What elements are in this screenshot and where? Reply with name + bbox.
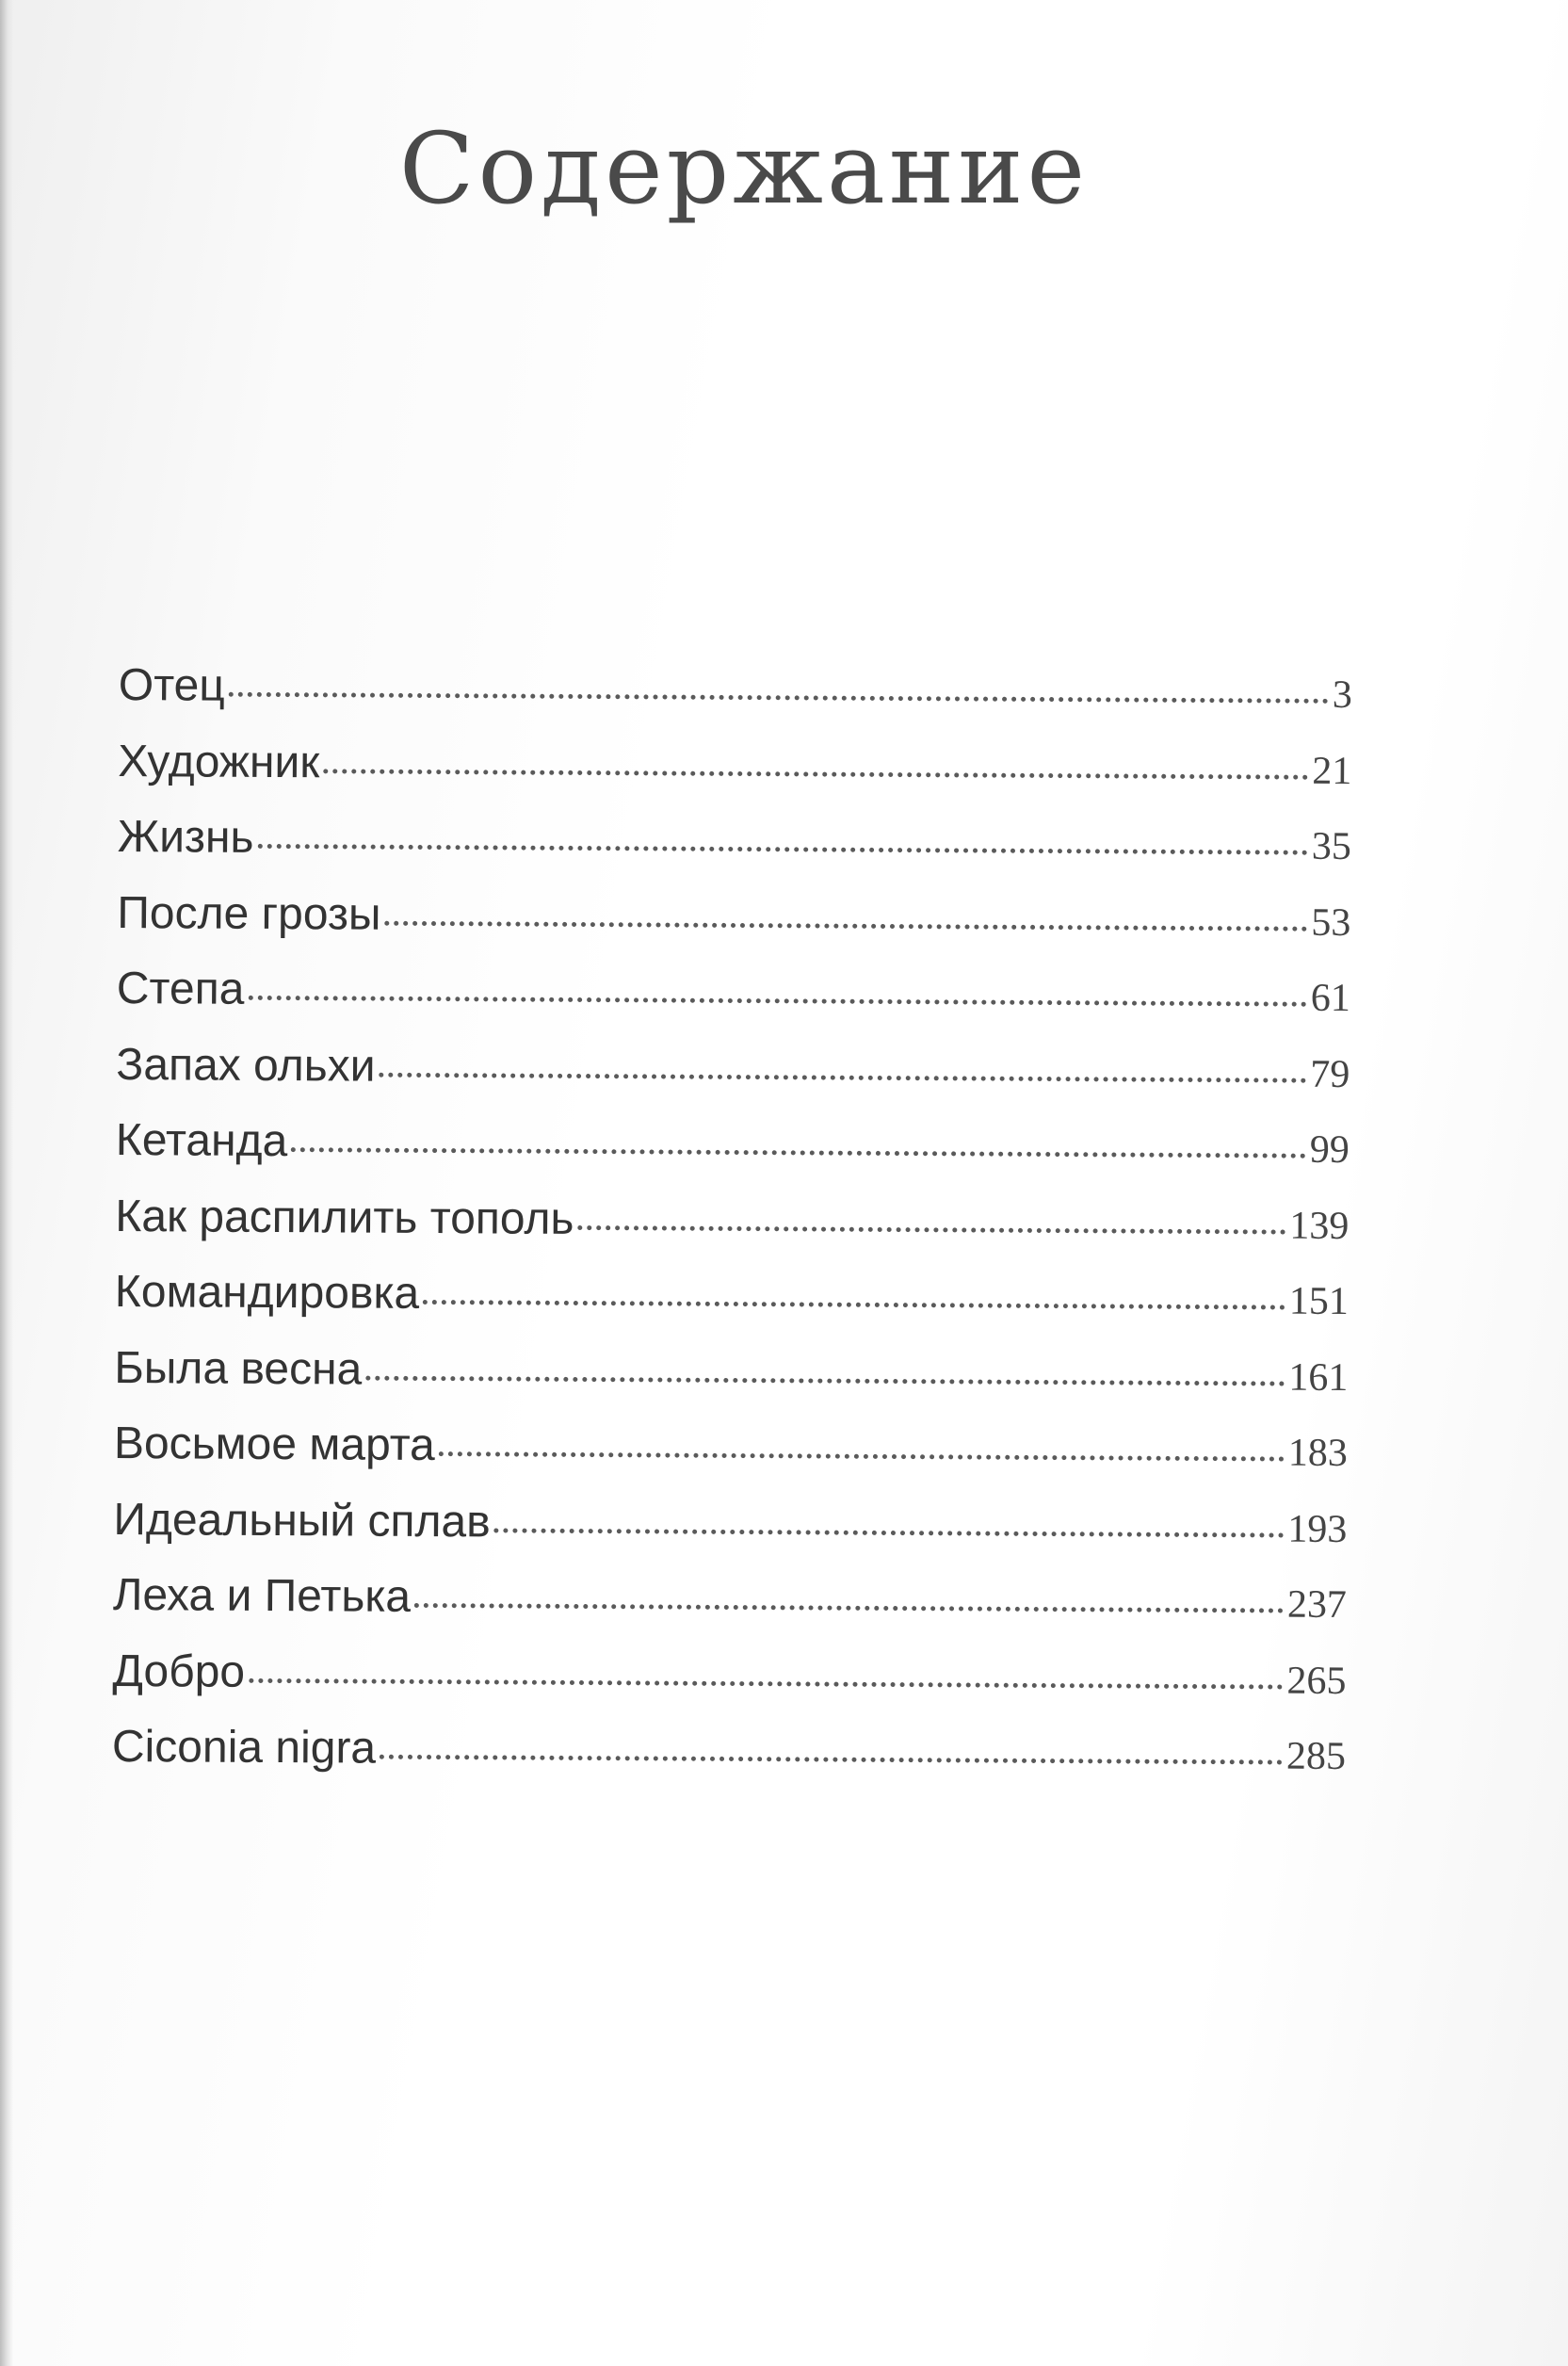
toc-entry-title: Леха и Петька <box>112 1569 412 1622</box>
toc-entry-title: Командировка <box>114 1266 420 1319</box>
toc-entry-title: Художник <box>118 736 320 787</box>
toc-dot-leader <box>577 1219 1285 1234</box>
toc-entry-title: Отец <box>118 660 225 711</box>
toc-entry-title: Восьмое марта <box>113 1418 435 1471</box>
toc-entry-title: Ciconia nigra <box>111 1721 377 1774</box>
toc-entry-page: 151 <box>1288 1279 1349 1323</box>
toc-entry-page: 193 <box>1287 1507 1348 1551</box>
toc-entry <box>115 1190 1349 1273</box>
toc-dot-leader <box>291 1142 1306 1159</box>
toc-entry <box>113 1493 1347 1577</box>
toc-dot-leader <box>414 1597 1284 1613</box>
toc-entry <box>112 1645 1346 1728</box>
toc-entry-title: Степа <box>116 963 245 1014</box>
toc-dot-leader <box>380 1749 1283 1765</box>
toc-dot-leader <box>439 1446 1285 1461</box>
toc-entry <box>114 1418 1348 1501</box>
toc-entry-title: Кетанда <box>115 1114 288 1167</box>
toc-dot-leader <box>323 763 1308 779</box>
toc-entry-title: После грозы <box>117 887 381 940</box>
toc-entry-page: 61 <box>1310 976 1350 1020</box>
toc-entry-page: 53 <box>1311 900 1351 945</box>
toc-entry-title: Запах ольхи <box>116 1039 376 1092</box>
toc-entry-page: 99 <box>1309 1127 1350 1172</box>
table-of-contents <box>112 659 1352 1804</box>
toc-entry-title: Добро <box>112 1645 246 1697</box>
toc-entry-page: 237 <box>1286 1582 1348 1627</box>
toc-entry-page: 285 <box>1285 1734 1347 1778</box>
toc-entry <box>114 1341 1348 1425</box>
toc-entry-title: Идеальный сплав <box>113 1494 491 1547</box>
toc-dot-leader <box>249 1672 1283 1689</box>
toc-entry-title: Как распилить тополь <box>115 1191 574 1244</box>
toc-dot-leader <box>229 687 1329 704</box>
toc-dot-leader <box>248 990 1307 1007</box>
toc-entry <box>115 1266 1349 1350</box>
page-title: Содержание <box>398 111 1090 226</box>
toc-entry-page: 161 <box>1288 1355 1349 1400</box>
toc-entry-page: 3 <box>1332 673 1352 718</box>
toc-entry <box>118 735 1351 818</box>
toc-dot-leader <box>379 1066 1306 1082</box>
toc-entry-title: Была весна <box>114 1342 363 1395</box>
toc-entry <box>117 963 1350 1046</box>
toc-entry-title: Жизнь <box>117 811 254 863</box>
toc-entry-page: 21 <box>1312 749 1352 793</box>
toc-entry <box>113 1569 1347 1653</box>
toc-dot-leader <box>257 838 1307 855</box>
toc-dot-leader <box>423 1294 1285 1310</box>
toc-entry <box>119 659 1352 743</box>
toc-entry <box>118 811 1351 895</box>
toc-dot-leader <box>494 1522 1285 1537</box>
toc-entry <box>116 1038 1350 1122</box>
toc-entry <box>116 1114 1350 1198</box>
toc-entry <box>117 886 1350 970</box>
page-spine-shadow <box>0 0 13 2366</box>
toc-entry <box>112 1721 1346 1805</box>
toc-dot-leader <box>365 1369 1285 1386</box>
toc-entry-page: 183 <box>1287 1431 1349 1475</box>
toc-entry-page: 79 <box>1310 1052 1350 1096</box>
toc-entry-page: 35 <box>1311 824 1351 868</box>
toc-dot-leader <box>384 915 1307 931</box>
toc-entry-page: 265 <box>1286 1659 1347 1703</box>
toc-entry-page: 139 <box>1289 1204 1350 1248</box>
